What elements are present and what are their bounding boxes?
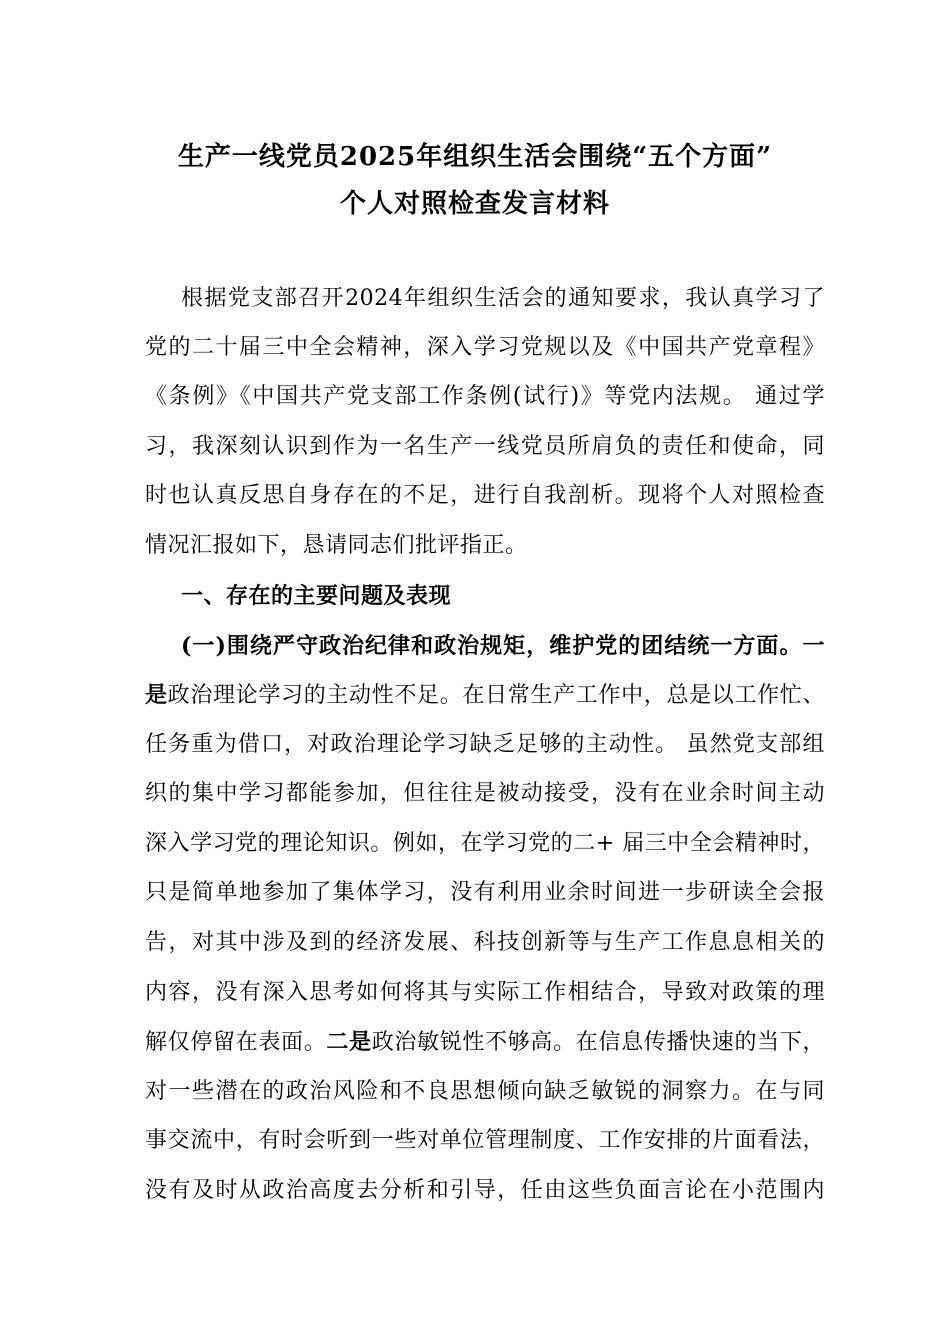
paragraph-line: 织的集中学习都能参加，但往往是被动接受，没有在业余时间主动 <box>145 781 825 806</box>
paragraph-line: 情况汇报如下，恳请同志们批评指正。 <box>145 533 528 558</box>
paragraph-line: 习，我深刻认识到作为一名生产一线党员所肩负的责任和使命，同 <box>145 434 825 459</box>
paragraph-line <box>145 680 825 711</box>
paragraph-line: 根据党支部召开2024年组织生活会的通知要求，我认真学习了 <box>181 286 825 311</box>
paragraph-line: 深入学习党的理论知识。例如，在学习党的二+ 届三中全会精神时， <box>145 831 825 856</box>
paragraph-line: 没有及时从政治高度去分析和引导，任由这些负面言论在小范围内 <box>145 1178 825 1203</box>
section-heading: 一、存在的主要问题及表现 <box>181 583 452 609</box>
paragraph-text: 解仅停留在表面。 <box>145 1030 327 1055</box>
document-title-line-2: 个人对照检查发言材料 <box>339 189 610 219</box>
paragraph-line: 告，对其中涉及到的经济发展、科技创新等与生产工作息息相关的 <box>145 930 825 955</box>
subsection-heading: (一)围绕严守政治纪律和政治规矩，维护党的团结统一方面。 <box>181 633 803 659</box>
paragraph-line: 内容，没有深入思考如何将其与实际工作相结合，导致对政策的理 <box>145 980 825 1005</box>
bold-marker: 一 <box>802 633 825 659</box>
bold-marker: 是 <box>145 682 168 708</box>
paragraph-line: 任务重为借口，对政治理论学习缺乏足够的主动性。 虽然党支部组 <box>145 732 825 757</box>
paragraph-text: 政治敏锐性不够高。在信息传播快速的当下， <box>371 1030 825 1055</box>
paragraph-line: 对一些潜在的政治风险和不良思想倾向缺乏敏锐的洞察力。在与同 <box>145 1079 825 1104</box>
bold-marker: 二是 <box>326 1029 372 1055</box>
paragraph-line: 《条例》《中国共产党支部工作条例(试行)》等党内法规。 通过学 <box>145 384 825 409</box>
paragraph-line: 党的二十届三中全会精神，深入学习党规以及《中国共产党章程》 <box>145 335 825 360</box>
paragraph-text: 政治理论学习的主动性不足。在日常生产工作中，总是以工作忙、 <box>167 683 825 708</box>
paragraph-line <box>145 1027 825 1058</box>
subsection-heading-line <box>181 631 825 662</box>
document-title-line-1: 生产一线党员2025年组织生活会围绕“五个方面” <box>177 142 773 172</box>
paragraph-line: 只是简单地参加了集体学习，没有利用业余时间进一步研读全会报 <box>145 880 825 905</box>
paragraph-line: 时也认真反思自身存在的不足，进行自我剖析。现将个人对照检查 <box>145 483 825 508</box>
paragraph-line: 事交流中，有时会听到一些对单位管理制度、工作安排的片面看法， <box>145 1128 825 1153</box>
